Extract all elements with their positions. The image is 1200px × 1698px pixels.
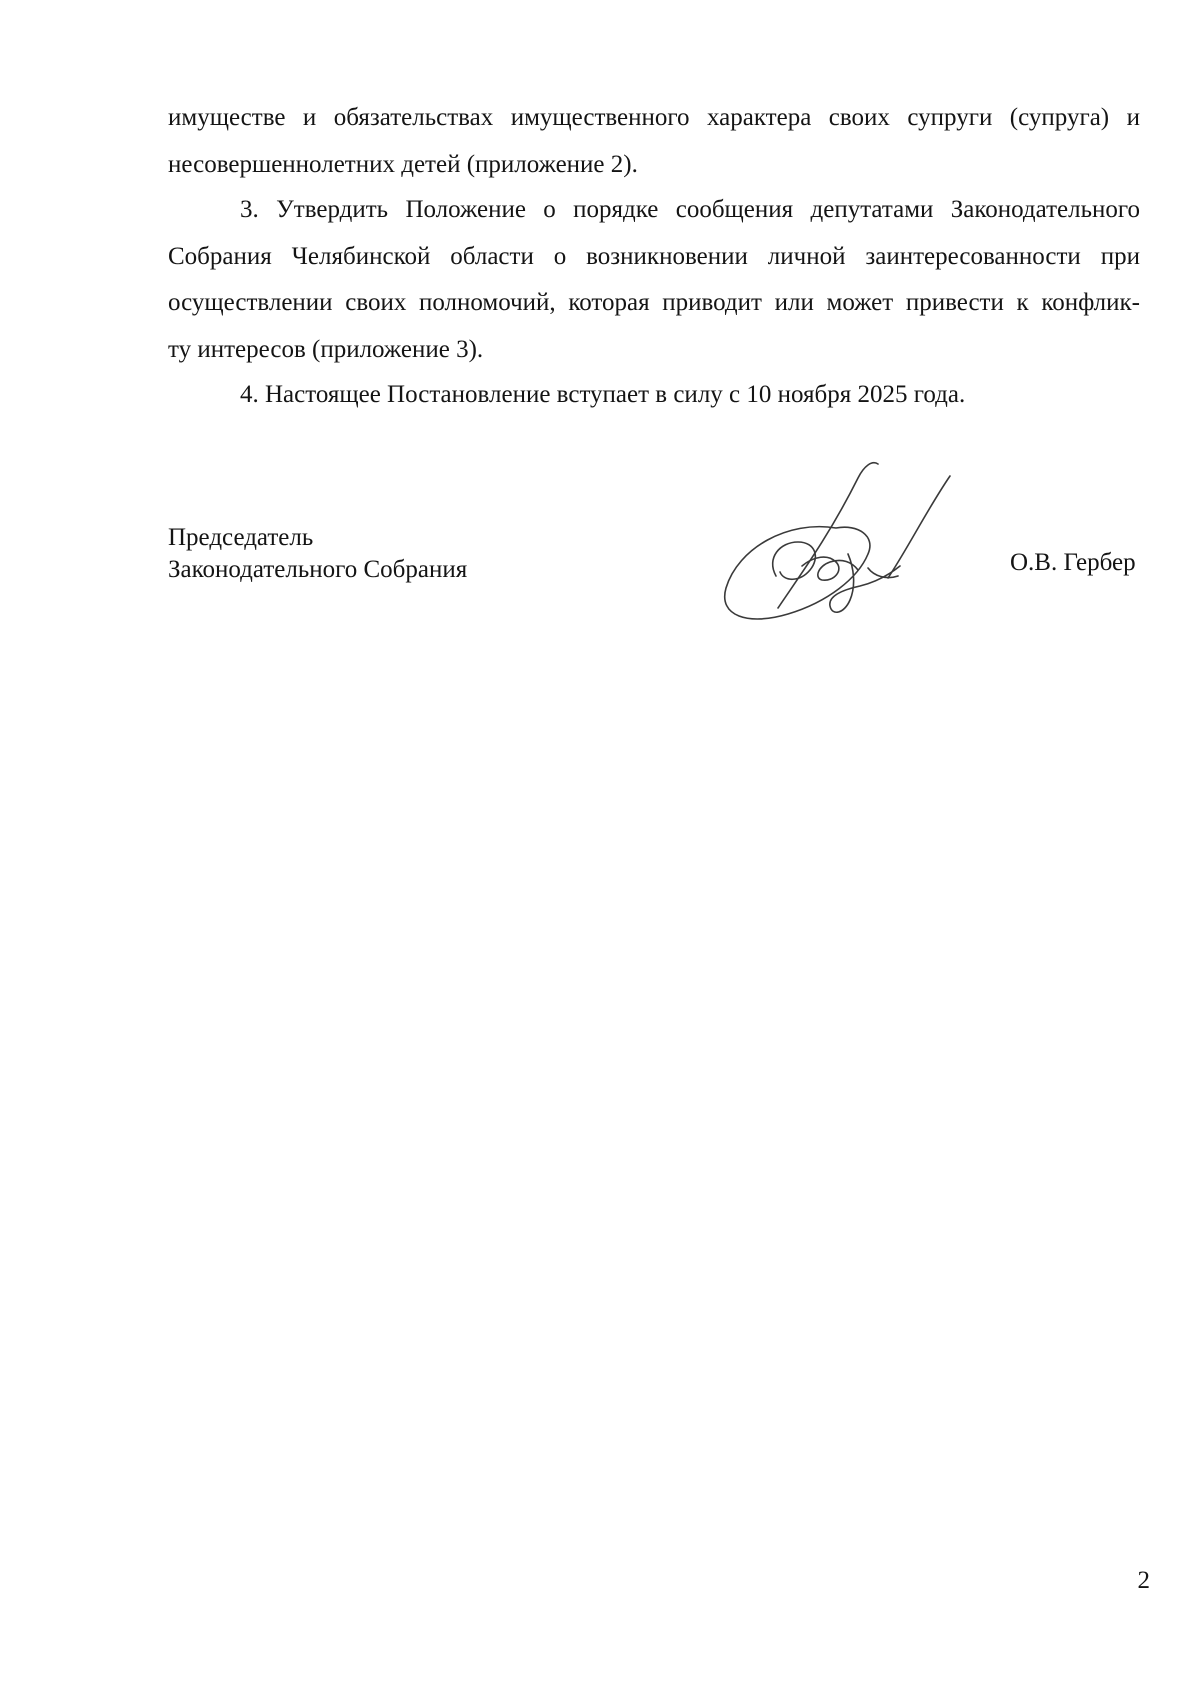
paragraph-2-continuation-line-2: несовершеннолетних детей (приложение 2). <box>168 151 638 178</box>
handwritten-signature <box>718 458 978 628</box>
paragraph-3-line-4: ту интересов (приложение 3). <box>168 336 484 363</box>
page-number: 2 <box>1137 1567 1150 1594</box>
signature-strokes <box>725 463 950 619</box>
signatory-position-line-2: Законодательного Собрания <box>168 556 468 583</box>
paragraph-2-continuation-line-1: имуществе и обязательствах имущественного характера своих супруги (супруга) и <box>168 104 1140 131</box>
paragraph-3-line-2: Собрания Челябинской области о возникновении личной заинтересованности при <box>168 243 1140 270</box>
paragraph-3-line-3: осуществлении своих полномочий, которая приводит или может привести к конфлик- <box>168 289 1140 316</box>
paragraph-3-line-1: 3. Утвердить Положение о порядке сообщения депутатами Законодательного <box>240 196 1140 223</box>
signatory-position <box>168 522 467 586</box>
signatory-position-line-1: Председатель <box>168 524 314 551</box>
paragraph-4: 4. Настоящее Постановление вступает в силу с 10 ноября 2025 года. <box>240 381 966 408</box>
signatory-name: О.В. Гербер <box>1010 549 1136 576</box>
